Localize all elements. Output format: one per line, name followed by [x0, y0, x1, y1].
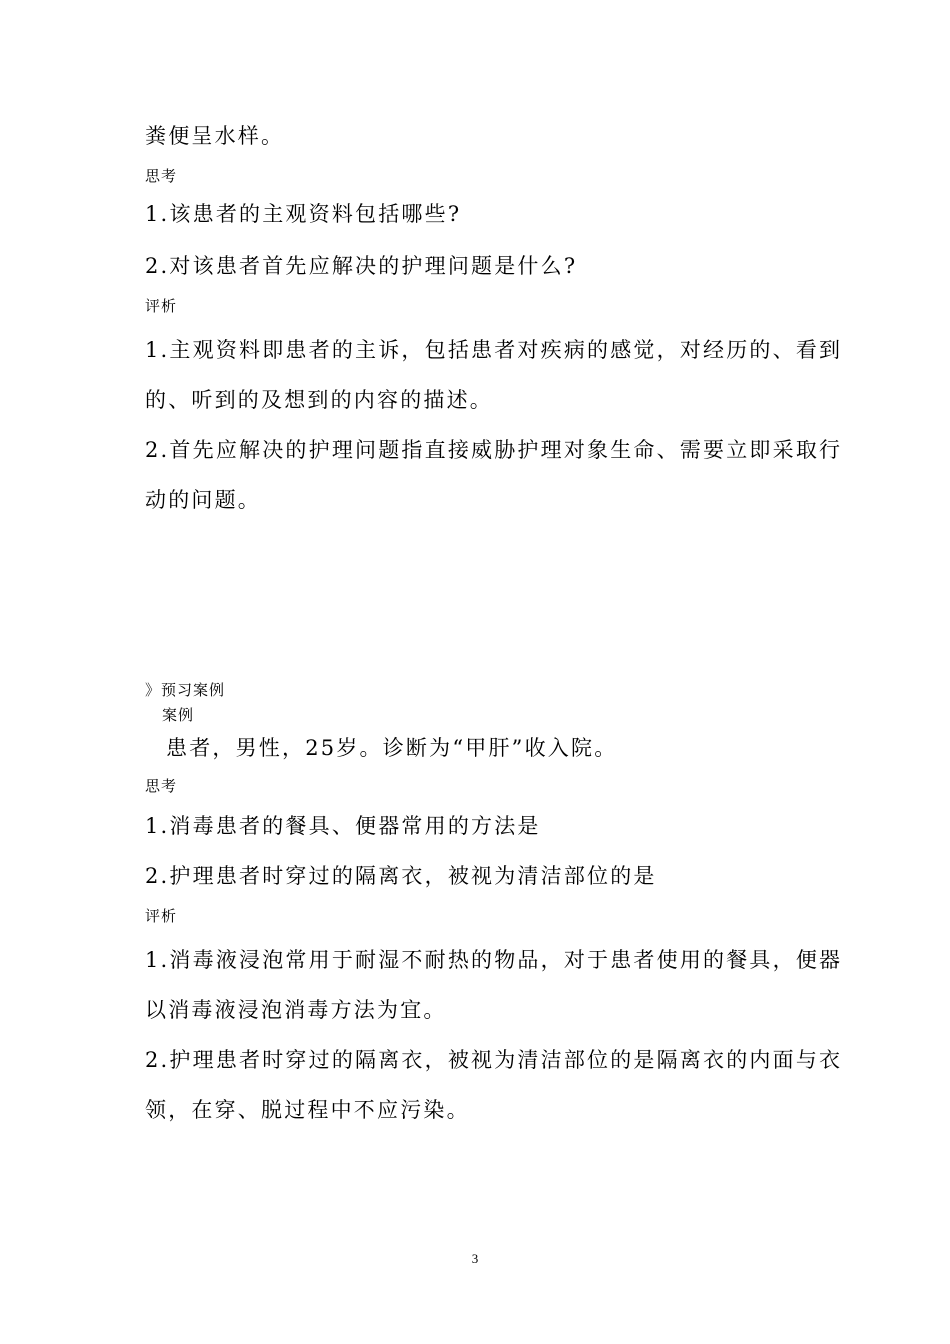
analysis-line-4: 领，在穿、脱过程中不应污染。: [145, 1098, 470, 1122]
analysis-heading: 评析: [145, 297, 178, 315]
case-text: 患者，男性，25岁。诊断为“甲肝”收入院。: [166, 736, 618, 760]
continuation-text: 粪便呈水样。: [145, 124, 285, 148]
analysis-line-2: 以消毒液浸泡消毒方法为宜。: [145, 998, 447, 1022]
question-1: 1.消毒患者的餐具、便器常用的方法是: [145, 814, 541, 838]
preview-heading: 》预习案例: [145, 681, 226, 699]
analysis-heading: 评析: [145, 907, 178, 925]
case-label: 案例: [162, 706, 195, 724]
page-number: 3: [471, 1251, 479, 1266]
analysis-line-4: 动的问题。: [145, 488, 261, 512]
analysis-line-3: 2.护理患者时穿过的隔离衣，被视为清洁部位的是隔离衣的内面与衣: [145, 1048, 843, 1072]
question-1: 1.该患者的主观资料包括哪些?: [145, 202, 462, 226]
analysis-line-2: 的、听到的及想到的内容的描述。: [145, 388, 493, 412]
analysis-line-3: 2.首先应解决的护理问题指直接威胁护理对象生命、需要立即采取行: [145, 438, 843, 462]
think-heading: 思考: [145, 167, 178, 185]
analysis-line-1: 1.消毒液浸泡常用于耐湿不耐热的物品，对于患者使用的餐具，便器: [145, 948, 843, 972]
question-2: 2.对该患者首先应解决的护理问题是什么?: [145, 254, 578, 278]
question-2: 2.护理患者时穿过的隔离衣，被视为清洁部位的是: [145, 864, 657, 888]
analysis-line-1: 1.主观资料即患者的主诉，包括患者对疾病的感觉，对经历的、看到: [145, 338, 843, 362]
think-heading: 思考: [145, 777, 178, 795]
